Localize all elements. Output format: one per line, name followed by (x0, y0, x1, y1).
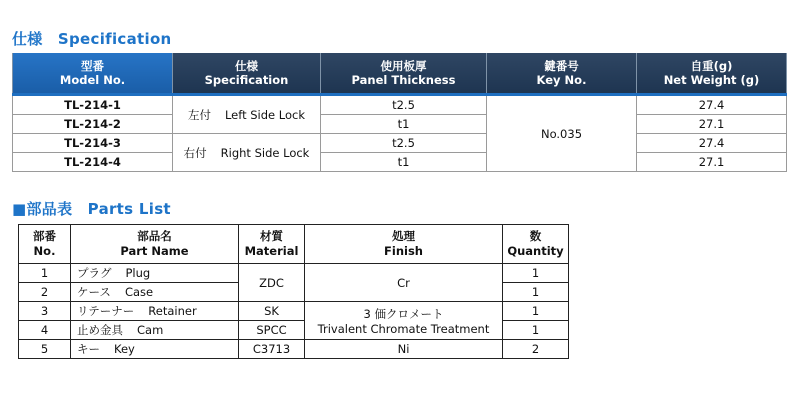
header-thickness: 使用板厚 Panel Thickness (321, 53, 487, 95)
part-name-cell: ケース Case (71, 283, 239, 302)
thickness-cell: t1 (321, 153, 487, 172)
part-no-cell: 5 (19, 340, 71, 359)
parts-section-title: ■部品表 Parts List (12, 200, 171, 218)
header-quantity: 数 Quantity (503, 225, 569, 264)
model-cell: TL-214-2 (13, 115, 173, 134)
quantity-cell: 1 (503, 302, 569, 321)
header-part-name: 部品名 Part Name (71, 225, 239, 264)
spec-table (12, 53, 787, 172)
header-model: 型番 Model No. (13, 53, 173, 95)
table-row (13, 115, 787, 134)
part-no-cell: 1 (19, 264, 71, 283)
header-spec: 仕様 Specification (173, 53, 321, 95)
weight-cell: 27.1 (637, 153, 787, 172)
material-cell: SPCC (239, 321, 305, 340)
header-weight: 自重(g) Net Weight (g) (637, 53, 787, 95)
key-no-cell: No.035 (487, 95, 637, 172)
parts-header-row (19, 225, 569, 264)
finish-cell: Cr (305, 264, 503, 302)
part-no-cell: 3 (19, 302, 71, 321)
finish-cell: Ni (305, 340, 503, 359)
spec-right-cell: 右付 Right Side Lock (173, 134, 321, 172)
part-name-cell: 止め金具 Cam (71, 321, 239, 340)
thickness-cell: t2.5 (321, 95, 487, 115)
header-no: 部番 No. (19, 225, 71, 264)
spec-section-title: 仕様 Specification (12, 30, 172, 48)
part-name-cell: リテーナー Retainer (71, 302, 239, 321)
quantity-cell: 2 (503, 340, 569, 359)
table-row (13, 153, 787, 172)
weight-cell: 27.1 (637, 115, 787, 134)
material-cell: SK (239, 302, 305, 321)
finish-cell: 3 価クロメート Trivalent Chromate Treatment (305, 302, 503, 340)
table-row (13, 95, 787, 115)
part-no-cell: 4 (19, 321, 71, 340)
model-cell: TL-214-4 (13, 153, 173, 172)
thickness-cell: t2.5 (321, 134, 487, 153)
header-material: 材質 Material (239, 225, 305, 264)
spec-header-row (13, 53, 787, 95)
thickness-cell: t1 (321, 115, 487, 134)
spec-left-cell: 左付 Left Side Lock (173, 95, 321, 134)
part-name-cell: プラグ Plug (71, 264, 239, 283)
weight-cell: 27.4 (637, 134, 787, 153)
header-key: 鍵番号 Key No. (487, 53, 637, 95)
header-finish: 処理 Finish (305, 225, 503, 264)
parts-table (18, 224, 569, 359)
quantity-cell: 1 (503, 321, 569, 340)
weight-cell: 27.4 (637, 95, 787, 115)
table-row (13, 134, 787, 153)
material-cell: C3713 (239, 340, 305, 359)
quantity-cell: 1 (503, 283, 569, 302)
table-row (19, 340, 569, 359)
part-name-cell: キー Key (71, 340, 239, 359)
material-cell: ZDC (239, 264, 305, 302)
part-no-cell: 2 (19, 283, 71, 302)
quantity-cell: 1 (503, 264, 569, 283)
model-cell: TL-214-3 (13, 134, 173, 153)
model-cell: TL-214-1 (13, 95, 173, 115)
table-row (19, 302, 569, 321)
table-row (19, 264, 569, 283)
